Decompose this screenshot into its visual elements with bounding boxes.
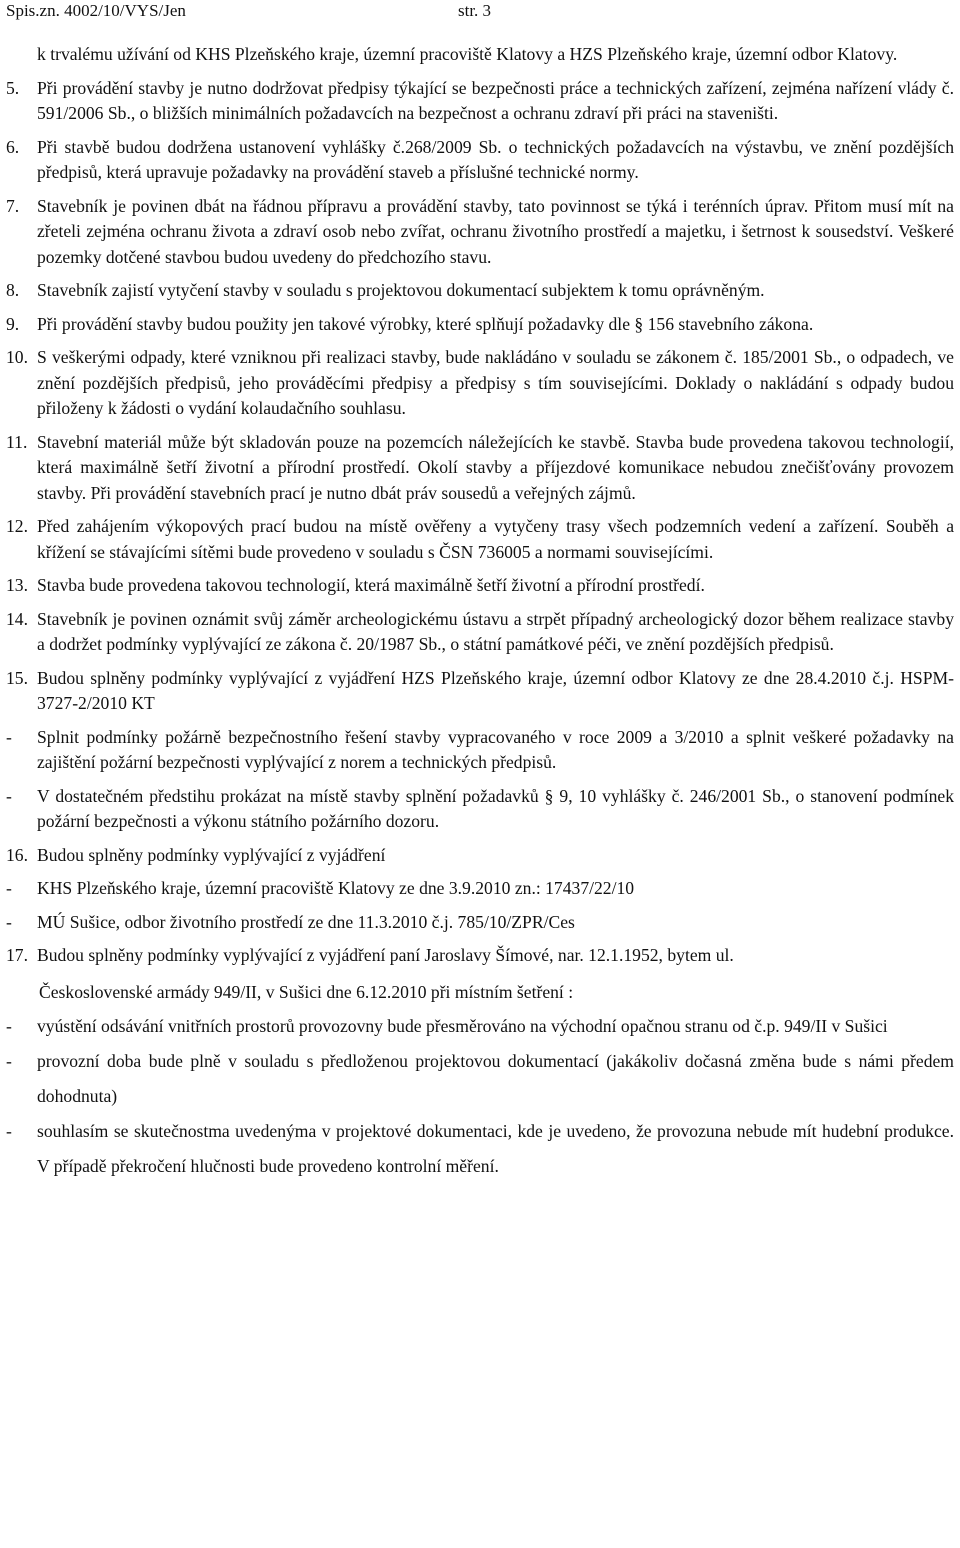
item-text: Stavebník zajistí vytyčení stavby v souladu s projektovou dokumentací subjektem k tomu oprávněným. [37,280,765,300]
item-number: 17. [6,945,28,965]
item-number: 14. [6,608,28,629]
item-text: S veškerými odpady, které vzniknou při realizaci stavby, bude nakládáno v souladu se zákonem č. 185/2001 Sb., o odpadech, ve znění pozdějších předpisů, jeho prováděcími předpisy a předpisy s tím souvisejícími. Doklady o nakládání s odpady budou přiloženy k žádosti o vydání kolaudačního souhlasu. [37,347,954,418]
dash-marker: - [6,785,12,806]
item-number: 12. [6,516,28,536]
item17-continuation: Československé armády 949/II, v Sušici dne 6.12.2010 při místním šetření : [39,981,574,1002]
item-text: KHS Plzeňského kraje, územní pracoviště Klatovy ze dne 3.9.2010 zn.: 17437/22/10 [37,878,635,898]
item-text: Před zahájením výkopových prací budou na místě ověřeny a vytyčeny trasy všech podzemních vedení a zařízení. Souběh a křížení se stávajícími sítěmi bude provedeno v souladu s ČSN 736005 a normami souvisejícími. [37,516,954,562]
condition-item-13 [6,573,954,599]
condition-item-6 [6,135,954,186]
intro-paragraph [6,42,954,68]
page-number: str. 3 [458,1,492,20]
item-text: Stavba bude provedena takovou technologií, která maximálně šetří životní a přírodní prostředí. [37,575,705,595]
item-text: Splnit podmínky požárně bezpečnostního řešení stavby vypracovaného v roce 2009 a 3/2010 a splnit veškeré požadavky na zajištění požární bezpečnosti vyplývající z norem a technických předpisů. [37,726,954,772]
document-body [0,42,960,1184]
dash-marker: - [6,1050,12,1071]
condition-item-10 [6,345,954,422]
condition-item-14 [6,607,954,658]
file-reference: Spis.zn. 4002/10/VYS/Jen [6,1,186,20]
condition-item-9 [6,312,954,338]
item-text: Při stavbě budou dodržena ustanovení vyhlášky č.268/2009 Sb. o technických požadavcích na výstavbu, ve znění pozdějších předpisů, která upravuje požadavky na provádění staveb a příslušné technické normy. [37,136,954,182]
hzs-condition-2 [6,784,954,835]
condition-item-7 [6,194,954,271]
condition-item-8 [6,278,954,304]
item-number: 13. [6,575,28,595]
item-text: vyústění odsávání vnitřních prostorů provozovny bude přesměrováno na východní opačnou stranu od č.p. 949/II v Sušici [37,1015,888,1036]
item-number: 10. [6,347,28,367]
item-text: Budou splněny podmínky vyplývající z vyjádření HZS Plzeňského kraje, územní odbor Klatovy ze dne 28.4.2010 č.j. HSPM- 3727-2/2010 KT [37,667,954,713]
item17-condition-1 [6,1009,954,1044]
item-text: provozní doba bude plně v souladu s předloženou projektovou dokumentací (jakákoliv dočasná změna bude s námi předem dohodnuta) [37,1050,954,1106]
item-text: Při provádění stavby budou použity jen takové výrobky, které splňují požadavky dle § 156 stavebního zákona. [37,313,814,334]
page-header [6,0,946,22]
item17-condition-2 [6,1044,954,1114]
item-text: Stavebník je povinen dbát na řádnou přípravu a provádění stavby, tato povinnost se týká i terénních úprav. Přitom musí mít na zřeteli zejména ochranu života a zdraví osob nebo zvířat, ochranu životního prostředí a majetku, i šetrnost k sousedství. Veškeré pozemky dotčené stavbou budou uvedeny do předchozího stavu. [37,195,954,267]
item-text: Stavební materiál může být skladován pouze na pozemcích náležejících ke stavbě. Stavba bude provedena takovou technologií, která maximálně šetří životní a přírodní prostředí. Okolí stavby a příjezdové komunikace nebudou znečišťovány provozem stavby. Při provádění stavebních prací je nutno dbát práv sousedů a veřejných zájmů. [37,431,954,503]
item17-condition-3 [6,1114,954,1184]
condition-item-15 [6,666,954,717]
condition-item-5 [6,76,954,127]
item-text: Budou splněny podmínky vyplývající z vyjádření paní Jaroslavy Šímové, nar. 12.1.1952, bytem ul. [37,945,734,965]
intro-indent [6,42,37,68]
item-text: Při provádění stavby je nutno dodržovat předpisy týkající se bezpečnosti práce a technických zařízení, zejména nařízení vlády č. 591/2006 Sb., o bližších minimálních požadavcích na bezpečnost a ochranu zdraví při práci na staveništi. [37,77,954,123]
item-text: Stavebník je povinen oznámit svůj záměr archeologickému ústavu a strpět případný archeologický dozor během realizace stavby a dodržet podmínky vyplývající ze zákona č. 20/1987 Sb., o státní památkové péči, ve znění pozdějších předpisů. [37,608,954,654]
item-number: 7. [6,195,20,216]
item-number: 9. [6,313,20,334]
item-text: V dostatečném předstihu prokázat na místě stavby splnění požadavků § 9, 10 vyhlášky č. 246/2001 Sb., o stanovení podmínek požární bezpečnosti a výkonu státního požárního dozoru. [37,785,954,831]
item16-source-2 [6,910,954,936]
item-number: 5. [6,77,20,98]
intro-text: k trvalému užívání od KHS Plzeňského kraje, územní pracoviště Klatovy a HZS Plzeňského kraje, územní odbor Klatovy. [37,44,898,64]
item-number: 8. [6,280,20,300]
dash-marker: - [6,726,12,747]
item-number: 15. [6,667,28,688]
condition-item-12 [6,514,954,565]
condition-item-16 [6,843,954,869]
condition-item-17 [6,943,954,969]
hzs-condition-1 [6,725,954,776]
item-text: souhlasím se skutečnostma uvedenýma v projektové dokumentaci, kde je uvedeno, že provozuna nebude mít hudební produkce. V případě překročení hlučnosti bude provedeno kontrolní měření. [37,1120,954,1176]
item-number: 6. [6,136,20,157]
item-number: 16. [6,844,28,865]
item-number: 11. [6,431,28,452]
dash-marker: - [6,911,12,932]
item16-source-1 [6,876,954,902]
dash-marker: - [6,878,12,898]
condition-item-11 [6,430,954,507]
item-text: Budou splněny podmínky vyplývající z vyjádření [37,844,386,865]
dash-marker: - [6,1120,12,1141]
item-text: MÚ Sušice, odbor životního prostředí ze dne 11.3.2010 č.j. 785/10/ZPR/Ces [37,911,575,932]
dash-marker: - [6,1015,12,1036]
